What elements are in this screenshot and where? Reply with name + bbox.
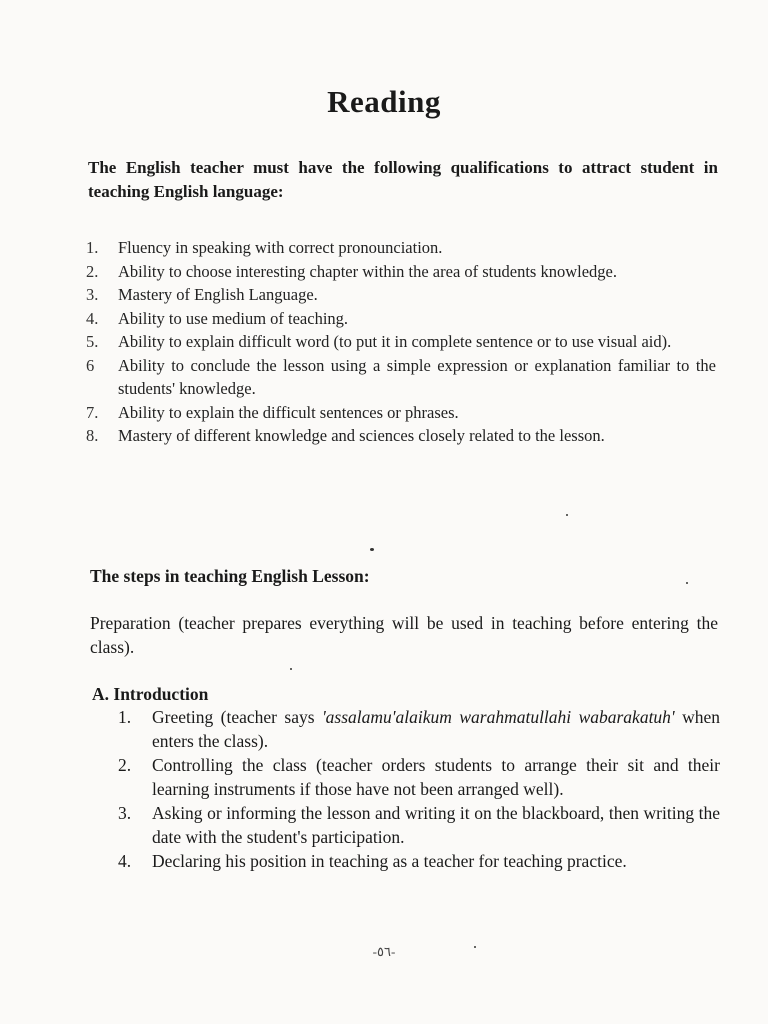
scan-speck [474,946,476,948]
greeting-phrase: 'assalamu'alaikum warahmatullahi wabarakatuh' [321,707,675,727]
introduction-steps-list [118,706,720,875]
intro-paragraph: The English teacher must have the following qualifications to attract student in teaching English language: [88,158,718,201]
scan-speck [370,548,374,551]
list-item-number: 3. [86,285,99,304]
page-title: Reading [327,84,441,119]
list-item-number: 2. [86,261,99,281]
list-item [86,307,716,331]
step-text-post: when enters the class). [152,707,720,751]
list-item-text: Mastery of different knowledge and sciences closely related to the lesson. [118,426,605,445]
scan-speck [566,514,568,516]
list-item-number: 4. [86,308,99,328]
list-item-text: Ability to conclude the lesson using a simple expression or explanation familiar to the students' knowledge. [118,355,716,398]
list-item-number: 1. [118,707,132,727]
section-heading: The steps in teaching English Lesson: [90,566,370,586]
list-item-number: 6 [86,355,95,375]
list-item-number: 5. [86,332,99,351]
page-number: -٥٦- [372,944,396,959]
list-item [86,260,716,284]
list-item-text: Asking or informing the lesson and writing it on the blackboard, then writing the date with the student's participation. [152,803,720,847]
list-item [86,236,716,260]
scan-speck [686,582,688,584]
list-item [118,802,720,849]
list-item-number: 2. [118,755,132,775]
list-item-text: Ability to use medium of teaching. [118,308,349,328]
list-item [118,850,720,874]
subsection-heading: A. Introduction [92,684,209,704]
list-item [86,354,716,401]
list-item [118,754,720,801]
list-item-number: 3. [118,803,132,823]
list-item-text: Ability to choose interesting chapter within the area of students knowledge. [118,261,617,281]
list-item-number: 4. [118,851,132,871]
list-item-text: Mastery of English Language. [118,285,318,304]
list-item-number: 1. [86,238,99,257]
list-item-text: Fluency in speaking with correct pronounciation. [118,238,443,257]
list-item-text: Ability to explain difficult word (to put it in complete sentence or to use visual aid). [118,332,672,351]
preparation-paragraph: Preparation (teacher prepares everything will be used in teaching before entering the class). [90,613,718,657]
list-item [86,424,716,448]
list-item [86,330,716,354]
list-item-text: Declaring his position in teaching as a teacher for teaching practice. [152,851,627,871]
list-item-number: 8. [86,426,99,445]
scan-speck [290,668,292,670]
qualifications-list [86,236,716,448]
list-item-text: Ability to explain the difficult sentences or phrases. [118,402,459,422]
list-item [86,283,716,307]
list-item-text: Controlling the class (teacher orders students to arrange their sit and their learning instruments if those have not been arranged well). [152,755,720,799]
list-item [86,401,716,425]
step-text-pre: Greeting (teacher says [152,707,322,727]
list-item-number: 7. [86,402,99,422]
list-item-text [152,706,720,753]
list-item [118,706,720,753]
